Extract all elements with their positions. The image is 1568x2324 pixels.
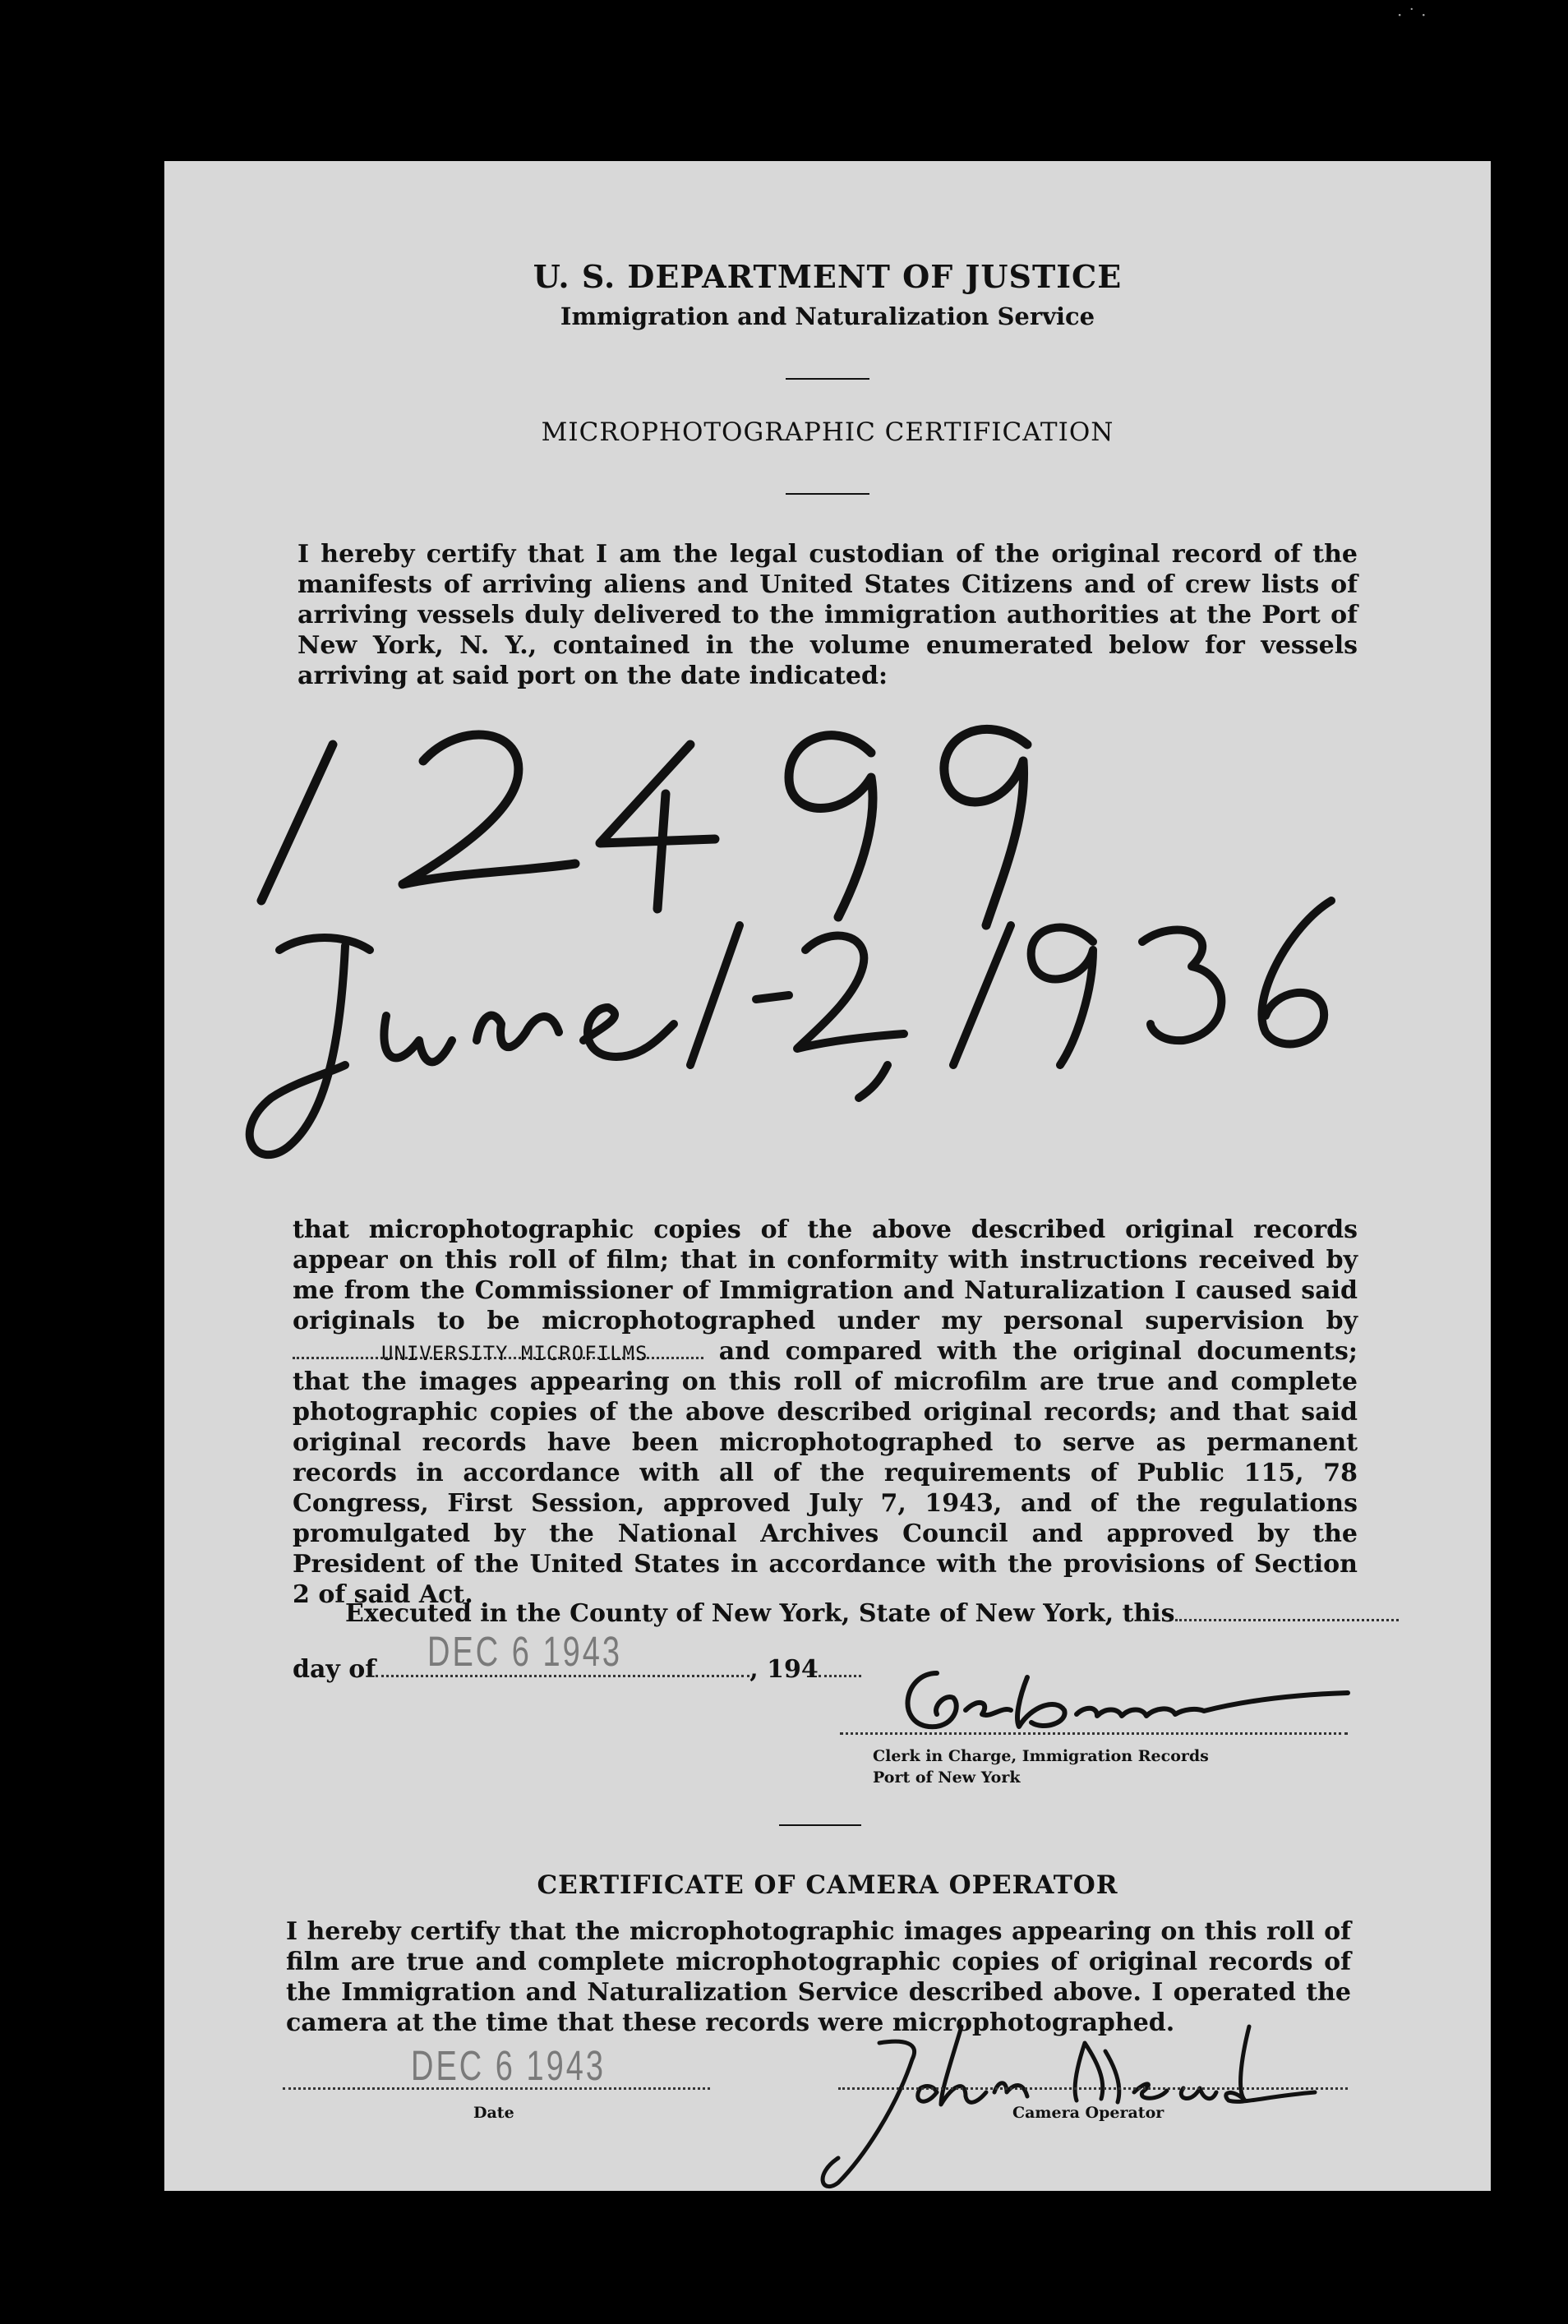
executed-line [345, 1599, 1399, 1628]
certification-heading: MICROPHOTOGRAPHIC CERTIFICATION [541, 417, 1114, 447]
certification-intro: I hereby certify that I am the legal custodian of the original record of the manifests of arriving aliens and United States Citizens and of crew lists of arriving vessels duly delivered to the immigration authorities at the Port of New York, N. Y., contained in the volume enumerated below for vessels arriving at said port on the date indicated: [297, 540, 1358, 690]
camera-operator-label: Camera Operator [1012, 2104, 1164, 2122]
camera-operator-text: I hereby certify that the microphotographic images appearing on this roll of film are true and complete microphotographic copies of original records of the Immigration and Naturalization Service described above. I operated the camera at the time that these records were microphotographed. [286, 1917, 1351, 2037]
service-subtitle: Immigration and Naturalization Service [560, 302, 1095, 330]
film-specks: · ˙ · [1397, 5, 1427, 25]
divider-3 [779, 1824, 861, 1826]
supervisor-field [293, 1342, 703, 1365]
supervisor-typed-name: UNIVERSITY MICROFILMS [381, 1342, 648, 1365]
executed-day-field [1175, 1619, 1399, 1621]
date-stamp-operator: DEC 6 1943 [411, 2043, 606, 2091]
department-title: U. S. DEPARTMENT OF JUSTICE [533, 258, 1123, 295]
clerk-caption-port: Port of New York [873, 1768, 1021, 1787]
day-of-label: day of [293, 1655, 376, 1684]
certification-body [293, 1215, 1358, 1610]
executed-text: Executed in the County of New York, State of New York, this [345, 1599, 1175, 1628]
date-line [283, 2087, 710, 2090]
year-prefix: , 194 [749, 1655, 819, 1684]
clerk-signature-line [840, 1732, 1348, 1735]
clerk-caption-title: Clerk in Charge, Immigration Records [873, 1747, 1209, 1765]
operator-signature-line [838, 2087, 1348, 2090]
divider-2 [786, 493, 869, 495]
date-label: Date [473, 2104, 514, 2122]
camera-operator-heading: CERTIFICATE OF CAMERA OPERATOR [537, 1870, 1118, 1900]
certificate-page [164, 161, 1491, 2191]
date-stamp-clerk: DEC 6 1943 [427, 1629, 623, 1676]
year-suffix-field [819, 1675, 861, 1677]
certification-body-after: and compared with the original documents; that the images appearing on this roll of microfilm are true and complete photographic copies of the above described original records; and that said original records have been microphotographed to serve as permanent records in accordance with all of the requirements of Public 115, 78 Congress, First Session, approved July 7, 1943, and of the regulations promulgated by the National Archives Council and approved by the President of the United States in accordance with the provisions of Section 2 of said Act. [293, 1337, 1358, 1609]
certification-body-before: that microphotographic copies of the above described original records appear on this roll of film; that in conformity with instructions received by me from the Commissioner of Immigration and Naturalization I caused said originals to be microphotographed under my personal supervision by [293, 1215, 1358, 1335]
handwritten-volume-number [164, 654, 1491, 1229]
divider-1 [786, 378, 869, 380]
